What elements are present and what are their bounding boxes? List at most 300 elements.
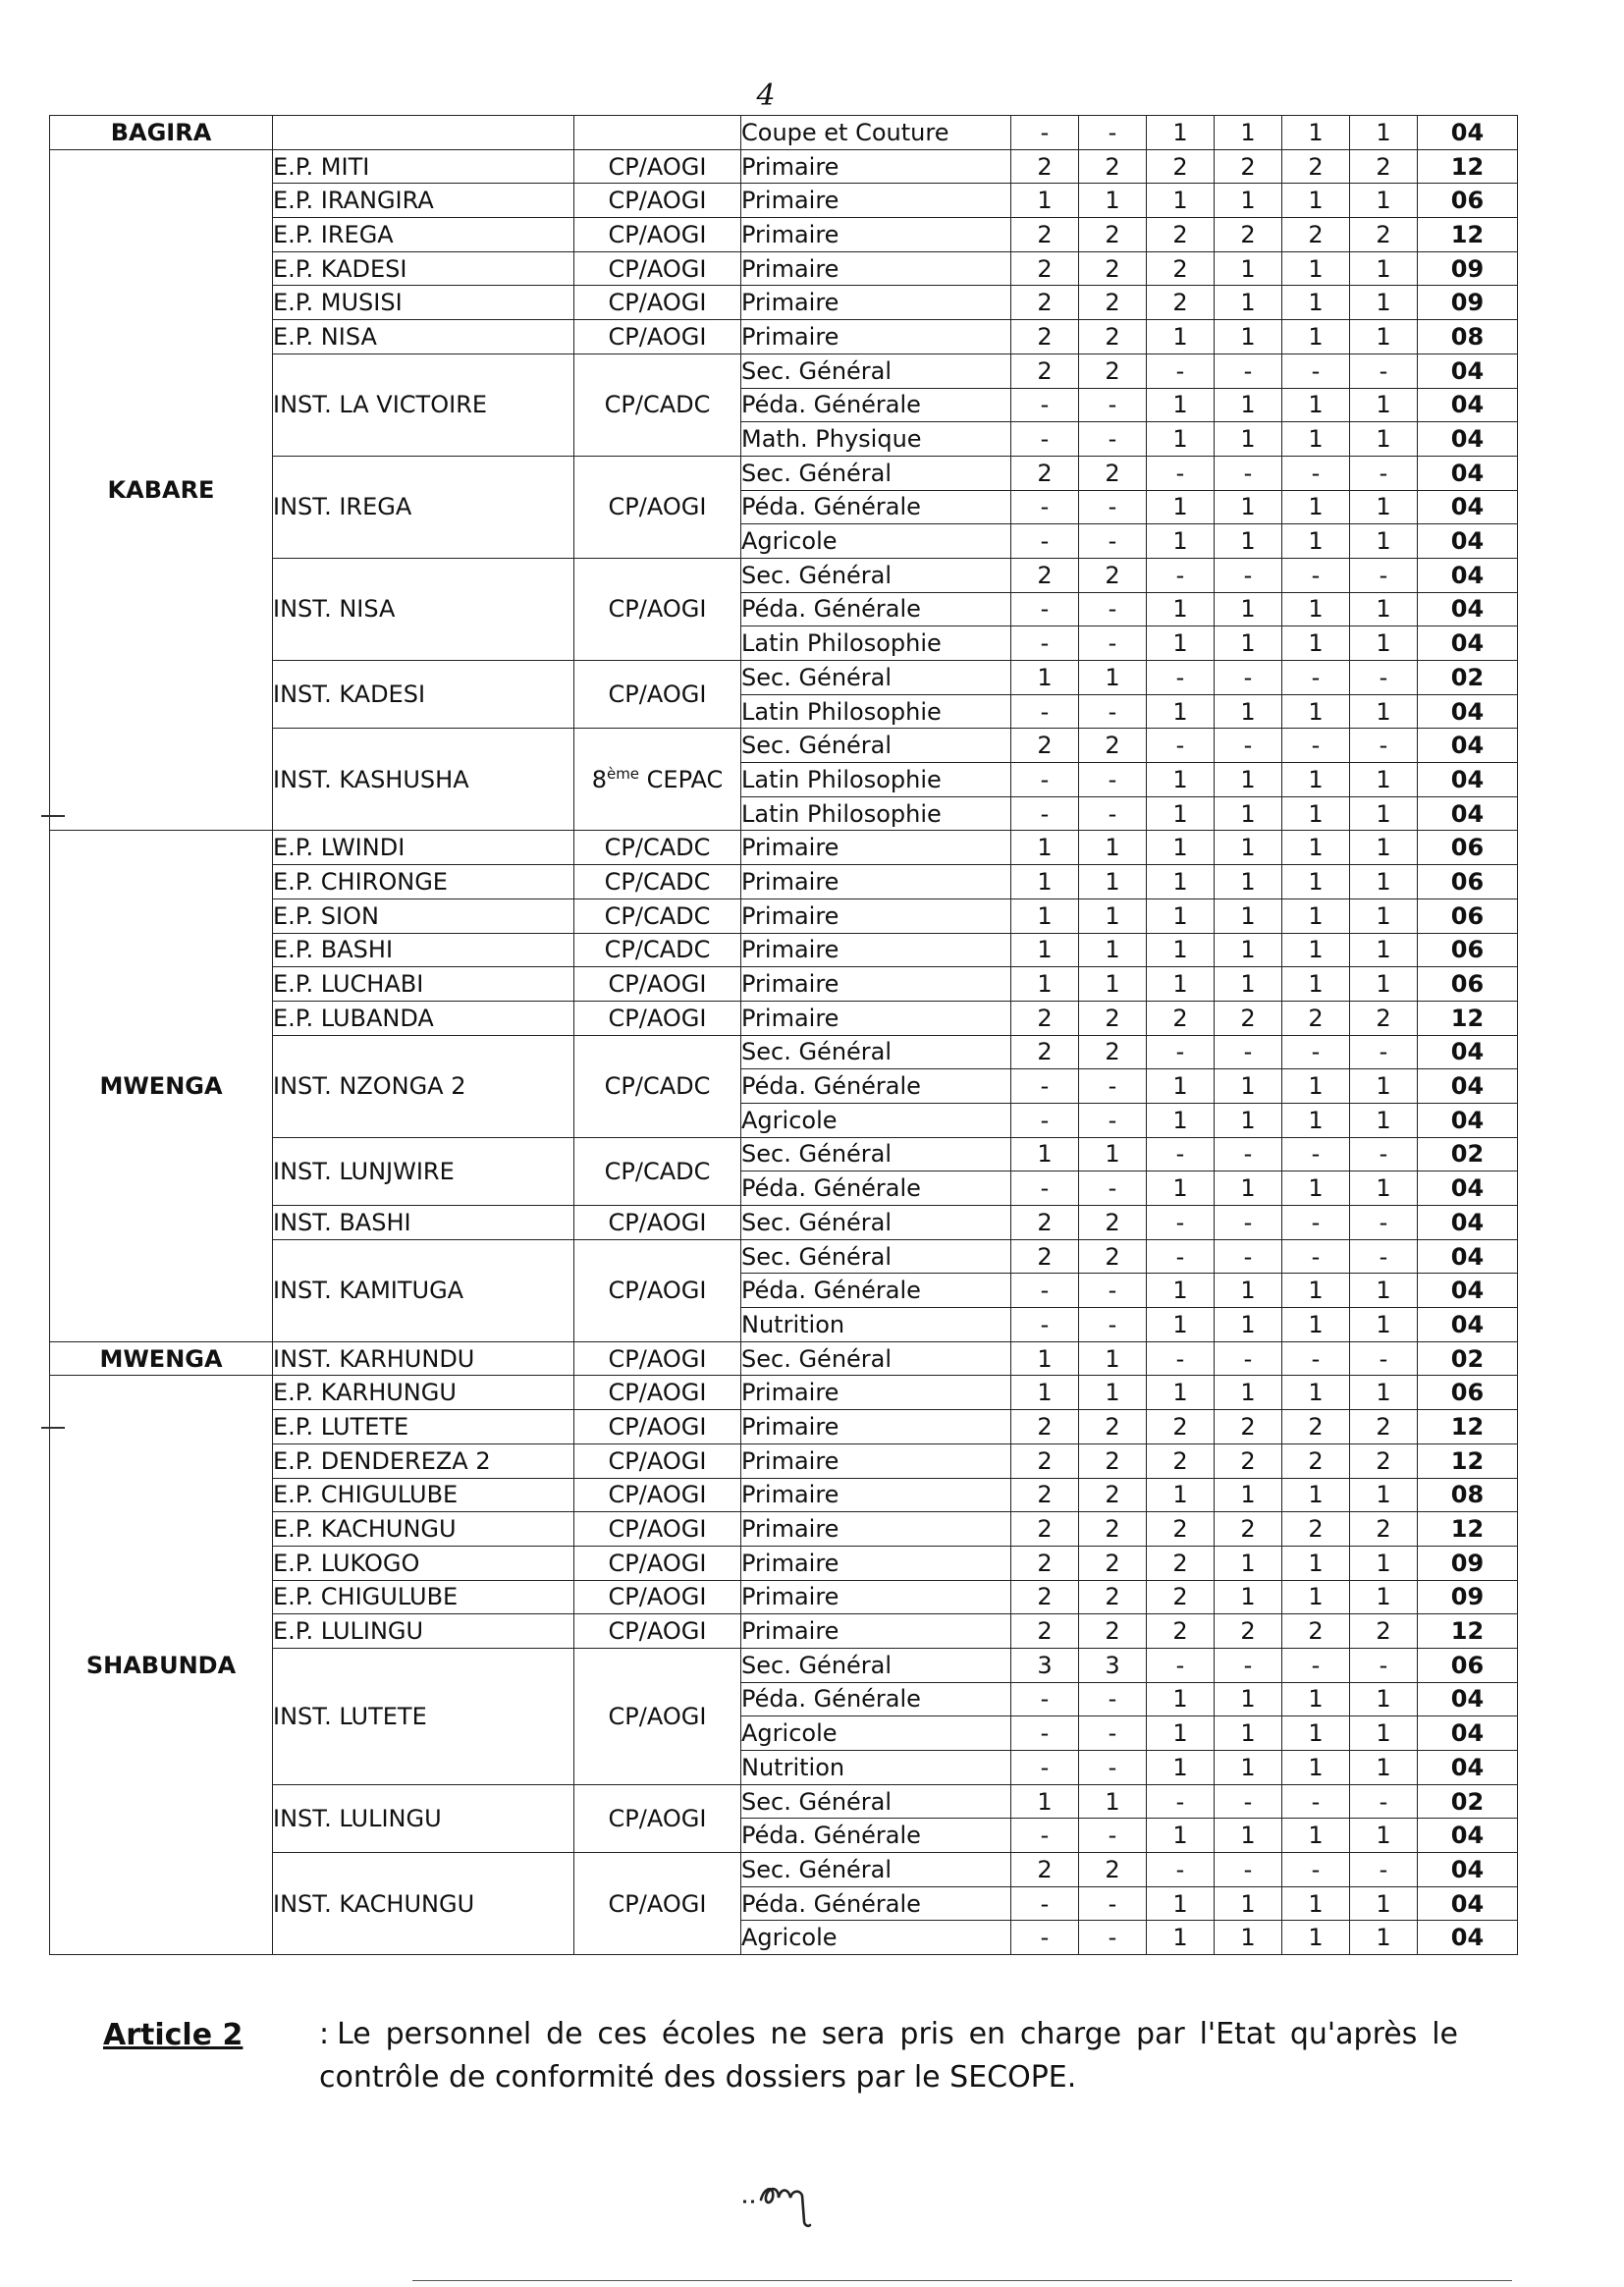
count-cell: 1 bbox=[1079, 661, 1147, 695]
school-cell: INST. KARHUNDU bbox=[273, 1341, 574, 1376]
count-cell: 1 bbox=[1282, 1921, 1350, 1955]
school-cell: INST. LUNJWIRE bbox=[273, 1137, 574, 1205]
total-cell: 12 bbox=[1418, 1410, 1518, 1444]
count-cell: 1 bbox=[1350, 251, 1418, 286]
option-cell: Primaire bbox=[741, 1001, 1011, 1035]
count-cell: 2 bbox=[1282, 1443, 1350, 1478]
count-cell: 1 bbox=[1350, 1103, 1418, 1137]
regime-cell: CP/AOGI bbox=[574, 1648, 741, 1784]
count-cell: - bbox=[1011, 694, 1079, 729]
count-cell: 1 bbox=[1079, 898, 1147, 933]
count-cell: - bbox=[1350, 1648, 1418, 1682]
count-cell: 1 bbox=[1282, 286, 1350, 320]
school-cell: E.P. CHIRONGE bbox=[273, 865, 574, 899]
count-cell: 1 bbox=[1282, 1069, 1350, 1104]
option-cell: Sec. Général bbox=[741, 729, 1011, 763]
count-cell: 1 bbox=[1215, 1921, 1282, 1955]
count-cell: 1 bbox=[1147, 422, 1215, 457]
total-cell: 04 bbox=[1418, 1819, 1518, 1853]
regime-cell: CP/AOGI bbox=[574, 1001, 741, 1035]
option-cell: Math. Physique bbox=[741, 422, 1011, 457]
option-cell: Sec. Général bbox=[741, 1239, 1011, 1274]
school-cell: E.P. KADESI bbox=[273, 251, 574, 286]
count-cell: 1 bbox=[1147, 490, 1215, 524]
count-cell: 1 bbox=[1215, 1819, 1282, 1853]
count-cell: - bbox=[1079, 626, 1147, 661]
count-cell: 1 bbox=[1282, 184, 1350, 218]
total-cell: 04 bbox=[1418, 422, 1518, 457]
regime-cell: 8ème CEPAC bbox=[574, 729, 741, 831]
regime-cell: CP/AOGI bbox=[574, 286, 741, 320]
school-cell: E.P. LUCHABI bbox=[273, 967, 574, 1002]
count-cell: 1 bbox=[1147, 1069, 1215, 1104]
count-cell: 2 bbox=[1350, 149, 1418, 184]
count-cell: - bbox=[1215, 354, 1282, 388]
count-cell: - bbox=[1011, 1171, 1079, 1206]
count-cell: 2 bbox=[1350, 1410, 1418, 1444]
total-cell: 04 bbox=[1418, 1206, 1518, 1240]
count-cell: 1 bbox=[1215, 763, 1282, 797]
count-cell: - bbox=[1350, 1853, 1418, 1887]
count-cell: - bbox=[1147, 1239, 1215, 1274]
count-cell: - bbox=[1215, 1137, 1282, 1171]
count-cell: 2 bbox=[1147, 1443, 1215, 1478]
count-cell: - bbox=[1350, 1206, 1418, 1240]
count-cell: - bbox=[1215, 558, 1282, 592]
count-cell: 1 bbox=[1147, 1921, 1215, 1955]
count-cell: 1 bbox=[1147, 1886, 1215, 1921]
count-cell: 1 bbox=[1011, 1137, 1079, 1171]
total-cell: 04 bbox=[1418, 1751, 1518, 1785]
count-cell: 1 bbox=[1079, 1137, 1147, 1171]
count-cell: 2 bbox=[1147, 286, 1215, 320]
count-cell: - bbox=[1079, 1308, 1147, 1342]
count-cell: 1 bbox=[1215, 490, 1282, 524]
total-cell: 12 bbox=[1418, 1614, 1518, 1649]
option-cell: Sec. Général bbox=[741, 456, 1011, 490]
regime-cell: CP/AOGI bbox=[574, 1410, 741, 1444]
count-cell: 2 bbox=[1282, 1512, 1350, 1547]
option-cell: Primaire bbox=[741, 898, 1011, 933]
total-cell: 04 bbox=[1418, 1103, 1518, 1137]
count-cell: 1 bbox=[1215, 831, 1282, 865]
total-cell: 04 bbox=[1418, 354, 1518, 388]
option-cell: Primaire bbox=[741, 1512, 1011, 1547]
count-cell: 1 bbox=[1350, 933, 1418, 967]
count-cell: - bbox=[1147, 1784, 1215, 1819]
count-cell: - bbox=[1147, 729, 1215, 763]
regime-cell: CP/AOGI bbox=[574, 320, 741, 354]
article-body: Le personnel de ces écoles ne sera pris en charge par l'Etat qu'après le contrôle de conformité des dossiers par le SECOPE. bbox=[319, 2017, 1458, 2095]
count-cell: - bbox=[1282, 1853, 1350, 1887]
regime-cell: CP/CADC bbox=[574, 354, 741, 456]
count-cell: - bbox=[1011, 796, 1079, 831]
count-cell: - bbox=[1282, 456, 1350, 490]
school-cell: INST. KACHUNGU bbox=[273, 1853, 574, 1955]
count-cell: 1 bbox=[1215, 116, 1282, 150]
school-cell: E.P. BASHI bbox=[273, 933, 574, 967]
option-cell: Sec. Général bbox=[741, 558, 1011, 592]
option-cell: Primaire bbox=[741, 184, 1011, 218]
count-cell: 1 bbox=[1282, 933, 1350, 967]
school-cell: INST. KAMITUGA bbox=[273, 1239, 574, 1341]
regime-cell: CP/AOGI bbox=[574, 1512, 741, 1547]
count-cell: - bbox=[1011, 626, 1079, 661]
option-cell: Primaire bbox=[741, 1546, 1011, 1580]
count-cell: 2 bbox=[1350, 1443, 1418, 1478]
school-cell: E.P. IREGA bbox=[273, 218, 574, 252]
count-cell: - bbox=[1147, 1853, 1215, 1887]
count-cell: 2 bbox=[1079, 1614, 1147, 1649]
count-cell: 1 bbox=[1147, 184, 1215, 218]
count-cell: 1 bbox=[1079, 967, 1147, 1002]
count-cell: 2 bbox=[1215, 1410, 1282, 1444]
school-cell: E.P. NISA bbox=[273, 320, 574, 354]
count-cell: 1 bbox=[1350, 763, 1418, 797]
regime-cell: CP/AOGI bbox=[574, 1341, 741, 1376]
school-cell bbox=[273, 116, 574, 150]
school-cell: E.P. LWINDI bbox=[273, 831, 574, 865]
count-cell: 2 bbox=[1079, 286, 1147, 320]
count-cell: 2 bbox=[1282, 218, 1350, 252]
regime-cell: CP/AOGI bbox=[574, 1853, 741, 1955]
count-cell: 2 bbox=[1079, 729, 1147, 763]
regime-cell: CP/AOGI bbox=[574, 558, 741, 660]
count-cell: 2 bbox=[1282, 1001, 1350, 1035]
option-cell: Primaire bbox=[741, 1478, 1011, 1512]
school-cell: E.P. MUSISI bbox=[273, 286, 574, 320]
count-cell: - bbox=[1282, 1206, 1350, 1240]
count-cell: 1 bbox=[1147, 1103, 1215, 1137]
total-cell: 02 bbox=[1418, 1341, 1518, 1376]
count-cell: 2 bbox=[1079, 1580, 1147, 1614]
count-cell: 2 bbox=[1350, 1512, 1418, 1547]
count-cell: 2 bbox=[1011, 1512, 1079, 1547]
count-cell: 1 bbox=[1282, 1819, 1350, 1853]
count-cell: - bbox=[1282, 1239, 1350, 1274]
count-cell: - bbox=[1215, 1853, 1282, 1887]
count-cell: - bbox=[1350, 1137, 1418, 1171]
count-cell: 1 bbox=[1282, 1171, 1350, 1206]
count-cell: 2 bbox=[1079, 1001, 1147, 1035]
count-cell: 1 bbox=[1215, 1478, 1282, 1512]
count-cell: - bbox=[1079, 1716, 1147, 1751]
total-cell: 06 bbox=[1418, 1376, 1518, 1410]
option-cell: Primaire bbox=[741, 831, 1011, 865]
count-cell: 1 bbox=[1011, 933, 1079, 967]
total-cell: 12 bbox=[1418, 1512, 1518, 1547]
count-cell: 2 bbox=[1147, 1580, 1215, 1614]
school-cell: INST. LA VICTOIRE bbox=[273, 354, 574, 456]
total-cell: 04 bbox=[1418, 626, 1518, 661]
count-cell: 1 bbox=[1350, 422, 1418, 457]
count-cell: 1 bbox=[1147, 1716, 1215, 1751]
regime-cell: CP/CADC bbox=[574, 1035, 741, 1137]
count-cell: 1 bbox=[1147, 967, 1215, 1002]
option-cell: Péda. Générale bbox=[741, 1069, 1011, 1104]
superscript: ème bbox=[606, 765, 640, 784]
regime-cell: CP/AOGI bbox=[574, 456, 741, 558]
count-cell: - bbox=[1011, 1921, 1079, 1955]
school-cell: E.P. LULINGU bbox=[273, 1614, 574, 1649]
regime-cell: CP/AOGI bbox=[574, 1546, 741, 1580]
count-cell: 1 bbox=[1350, 116, 1418, 150]
total-cell: 04 bbox=[1418, 456, 1518, 490]
count-cell: 1 bbox=[1215, 320, 1282, 354]
count-cell: 1 bbox=[1215, 694, 1282, 729]
count-cell: 1 bbox=[1215, 524, 1282, 559]
count-cell: 2 bbox=[1350, 1614, 1418, 1649]
option-cell: Péda. Générale bbox=[741, 1274, 1011, 1308]
count-cell: 1 bbox=[1350, 592, 1418, 626]
table-row bbox=[50, 831, 1518, 865]
option-cell: Primaire bbox=[741, 320, 1011, 354]
count-cell: 1 bbox=[1282, 796, 1350, 831]
count-cell: 2 bbox=[1147, 1614, 1215, 1649]
count-cell: 1 bbox=[1011, 865, 1079, 899]
count-cell: - bbox=[1350, 456, 1418, 490]
table-row bbox=[50, 1376, 1518, 1410]
option-cell: Sec. Général bbox=[741, 661, 1011, 695]
count-cell: 1 bbox=[1282, 1274, 1350, 1308]
count-cell: 1 bbox=[1215, 1682, 1282, 1716]
count-cell: 1 bbox=[1350, 1751, 1418, 1785]
count-cell: 1 bbox=[1011, 1784, 1079, 1819]
count-cell: 2 bbox=[1011, 251, 1079, 286]
count-cell: 2 bbox=[1079, 1410, 1147, 1444]
total-cell: 04 bbox=[1418, 1239, 1518, 1274]
total-cell: 04 bbox=[1418, 1069, 1518, 1104]
count-cell: 1 bbox=[1350, 694, 1418, 729]
count-cell: - bbox=[1215, 1239, 1282, 1274]
total-cell: 09 bbox=[1418, 251, 1518, 286]
school-cell: INST. NZONGA 2 bbox=[273, 1035, 574, 1137]
count-cell: - bbox=[1011, 116, 1079, 150]
count-cell: 1 bbox=[1350, 967, 1418, 1002]
count-cell: 1 bbox=[1282, 1682, 1350, 1716]
count-cell: 1 bbox=[1350, 1580, 1418, 1614]
count-cell: - bbox=[1079, 763, 1147, 797]
count-cell: 2 bbox=[1215, 1614, 1282, 1649]
count-cell: - bbox=[1282, 1648, 1350, 1682]
regime-cell: CP/AOGI bbox=[574, 184, 741, 218]
option-cell: Nutrition bbox=[741, 1751, 1011, 1785]
total-cell: 04 bbox=[1418, 1853, 1518, 1887]
count-cell: 2 bbox=[1147, 251, 1215, 286]
table-row bbox=[50, 1341, 1518, 1376]
count-cell: 1 bbox=[1350, 286, 1418, 320]
count-cell: 1 bbox=[1215, 1751, 1282, 1785]
count-cell: 2 bbox=[1079, 1478, 1147, 1512]
article-label: Article 2 bbox=[103, 2018, 244, 2052]
school-cell: E.P. CHIGULUBE bbox=[273, 1478, 574, 1512]
option-cell: Péda. Générale bbox=[741, 1819, 1011, 1853]
regime-cell: CP/CADC bbox=[574, 933, 741, 967]
total-cell: 04 bbox=[1418, 1716, 1518, 1751]
territory-cell: SHABUNDA bbox=[50, 1376, 273, 1955]
option-cell: Latin Philosophie bbox=[741, 763, 1011, 797]
count-cell: 1 bbox=[1147, 1682, 1215, 1716]
count-cell: - bbox=[1215, 1035, 1282, 1069]
count-cell: - bbox=[1011, 1819, 1079, 1853]
count-cell: - bbox=[1079, 422, 1147, 457]
count-cell: 1 bbox=[1282, 1580, 1350, 1614]
count-cell: 2 bbox=[1282, 149, 1350, 184]
count-cell: 1 bbox=[1282, 388, 1350, 422]
count-cell: - bbox=[1350, 558, 1418, 592]
count-cell: 2 bbox=[1079, 354, 1147, 388]
table-row bbox=[50, 116, 1518, 150]
count-cell: - bbox=[1147, 1341, 1215, 1376]
count-cell: 2 bbox=[1011, 1546, 1079, 1580]
total-cell: 06 bbox=[1418, 865, 1518, 899]
count-cell: 1 bbox=[1147, 865, 1215, 899]
option-cell: Sec. Général bbox=[741, 1784, 1011, 1819]
school-cell: INST. IREGA bbox=[273, 456, 574, 558]
count-cell: - bbox=[1215, 661, 1282, 695]
count-cell: - bbox=[1147, 1648, 1215, 1682]
total-cell: 04 bbox=[1418, 1308, 1518, 1342]
option-cell: Primaire bbox=[741, 251, 1011, 286]
count-cell: 2 bbox=[1079, 320, 1147, 354]
count-cell: 1 bbox=[1282, 1716, 1350, 1751]
count-cell: 2 bbox=[1215, 1443, 1282, 1478]
count-cell: - bbox=[1079, 1103, 1147, 1137]
count-cell: 2 bbox=[1011, 729, 1079, 763]
count-cell: 1 bbox=[1350, 1682, 1418, 1716]
count-cell: 2 bbox=[1011, 558, 1079, 592]
territory-cell: MWENGA bbox=[50, 831, 273, 1341]
total-cell: 04 bbox=[1418, 558, 1518, 592]
total-cell: 04 bbox=[1418, 1035, 1518, 1069]
count-cell: 1 bbox=[1011, 967, 1079, 1002]
count-cell: 1 bbox=[1350, 1819, 1418, 1853]
option-cell: Primaire bbox=[741, 286, 1011, 320]
count-cell: 2 bbox=[1079, 149, 1147, 184]
count-cell: - bbox=[1079, 1819, 1147, 1853]
total-cell: 08 bbox=[1418, 1478, 1518, 1512]
count-cell: 1 bbox=[1215, 967, 1282, 1002]
total-cell: 06 bbox=[1418, 967, 1518, 1002]
count-cell: 1 bbox=[1282, 320, 1350, 354]
count-cell: 2 bbox=[1011, 1410, 1079, 1444]
count-cell: - bbox=[1215, 1784, 1282, 1819]
school-cell: INST. NISA bbox=[273, 558, 574, 660]
count-cell: 2 bbox=[1079, 218, 1147, 252]
count-cell: 1 bbox=[1215, 626, 1282, 661]
count-cell: 2 bbox=[1011, 1001, 1079, 1035]
count-cell: 1 bbox=[1282, 422, 1350, 457]
count-cell: 2 bbox=[1079, 1546, 1147, 1580]
school-cell: INST. KADESI bbox=[273, 661, 574, 729]
total-cell: 04 bbox=[1418, 116, 1518, 150]
count-cell: - bbox=[1079, 1921, 1147, 1955]
count-cell: 1 bbox=[1282, 1751, 1350, 1785]
count-cell: 2 bbox=[1011, 1443, 1079, 1478]
count-cell: 1 bbox=[1011, 1376, 1079, 1410]
count-cell: 1 bbox=[1215, 1274, 1282, 1308]
count-cell: 3 bbox=[1079, 1648, 1147, 1682]
count-cell: - bbox=[1079, 1682, 1147, 1716]
count-cell: 2 bbox=[1147, 1410, 1215, 1444]
option-cell: Primaire bbox=[741, 933, 1011, 967]
school-cell: INST. LUTETE bbox=[273, 1648, 574, 1784]
count-cell: 2 bbox=[1079, 1035, 1147, 1069]
option-cell: Coupe et Couture bbox=[741, 116, 1011, 150]
count-cell: - bbox=[1350, 354, 1418, 388]
total-cell: 04 bbox=[1418, 592, 1518, 626]
count-cell: - bbox=[1350, 661, 1418, 695]
count-cell: - bbox=[1079, 524, 1147, 559]
count-cell: - bbox=[1079, 1751, 1147, 1785]
total-cell: 04 bbox=[1418, 694, 1518, 729]
count-cell: - bbox=[1011, 524, 1079, 559]
count-cell: 1 bbox=[1215, 1171, 1282, 1206]
count-cell: 1 bbox=[1350, 184, 1418, 218]
count-cell: - bbox=[1011, 1103, 1079, 1137]
option-cell: Agricole bbox=[741, 1103, 1011, 1137]
bottom-rule bbox=[412, 2280, 1512, 2281]
count-cell: 2 bbox=[1147, 1512, 1215, 1547]
count-cell: - bbox=[1011, 490, 1079, 524]
count-cell: - bbox=[1147, 558, 1215, 592]
total-cell: 09 bbox=[1418, 286, 1518, 320]
count-cell: 1 bbox=[1147, 1376, 1215, 1410]
total-cell: 12 bbox=[1418, 149, 1518, 184]
count-cell: - bbox=[1282, 729, 1350, 763]
regime-cell: CP/AOGI bbox=[574, 149, 741, 184]
count-cell: - bbox=[1147, 1206, 1215, 1240]
count-cell: 1 bbox=[1079, 933, 1147, 967]
count-cell: 2 bbox=[1215, 1001, 1282, 1035]
count-cell: - bbox=[1011, 1751, 1079, 1785]
count-cell: 1 bbox=[1215, 1376, 1282, 1410]
count-cell: - bbox=[1282, 354, 1350, 388]
count-cell: 1 bbox=[1215, 898, 1282, 933]
count-cell: - bbox=[1215, 456, 1282, 490]
total-cell: 04 bbox=[1418, 796, 1518, 831]
option-cell: Agricole bbox=[741, 524, 1011, 559]
count-cell: 2 bbox=[1079, 251, 1147, 286]
count-cell: - bbox=[1079, 490, 1147, 524]
count-cell: 1 bbox=[1079, 184, 1147, 218]
total-cell: 06 bbox=[1418, 898, 1518, 933]
count-cell: 1 bbox=[1282, 1308, 1350, 1342]
total-cell: 06 bbox=[1418, 184, 1518, 218]
count-cell: 1 bbox=[1215, 796, 1282, 831]
count-cell: 2 bbox=[1011, 218, 1079, 252]
count-cell: 2 bbox=[1350, 218, 1418, 252]
option-cell: Primaire bbox=[741, 1580, 1011, 1614]
option-cell: Péda. Générale bbox=[741, 388, 1011, 422]
count-cell: 2 bbox=[1215, 1512, 1282, 1547]
count-cell: 1 bbox=[1282, 1376, 1350, 1410]
count-cell: 1 bbox=[1215, 1886, 1282, 1921]
count-cell: 1 bbox=[1147, 933, 1215, 967]
count-cell: 1 bbox=[1215, 1069, 1282, 1104]
total-cell: 04 bbox=[1418, 729, 1518, 763]
count-cell: 1 bbox=[1282, 1546, 1350, 1580]
count-cell: 1 bbox=[1215, 933, 1282, 967]
article-colon: : bbox=[319, 2017, 330, 2051]
count-cell: - bbox=[1079, 1069, 1147, 1104]
option-cell: Péda. Générale bbox=[741, 592, 1011, 626]
count-cell: - bbox=[1147, 1035, 1215, 1069]
count-cell: 2 bbox=[1079, 1239, 1147, 1274]
school-cell: E.P. MITI bbox=[273, 149, 574, 184]
option-cell: Sec. Général bbox=[741, 1853, 1011, 1887]
option-cell: Primaire bbox=[741, 1376, 1011, 1410]
